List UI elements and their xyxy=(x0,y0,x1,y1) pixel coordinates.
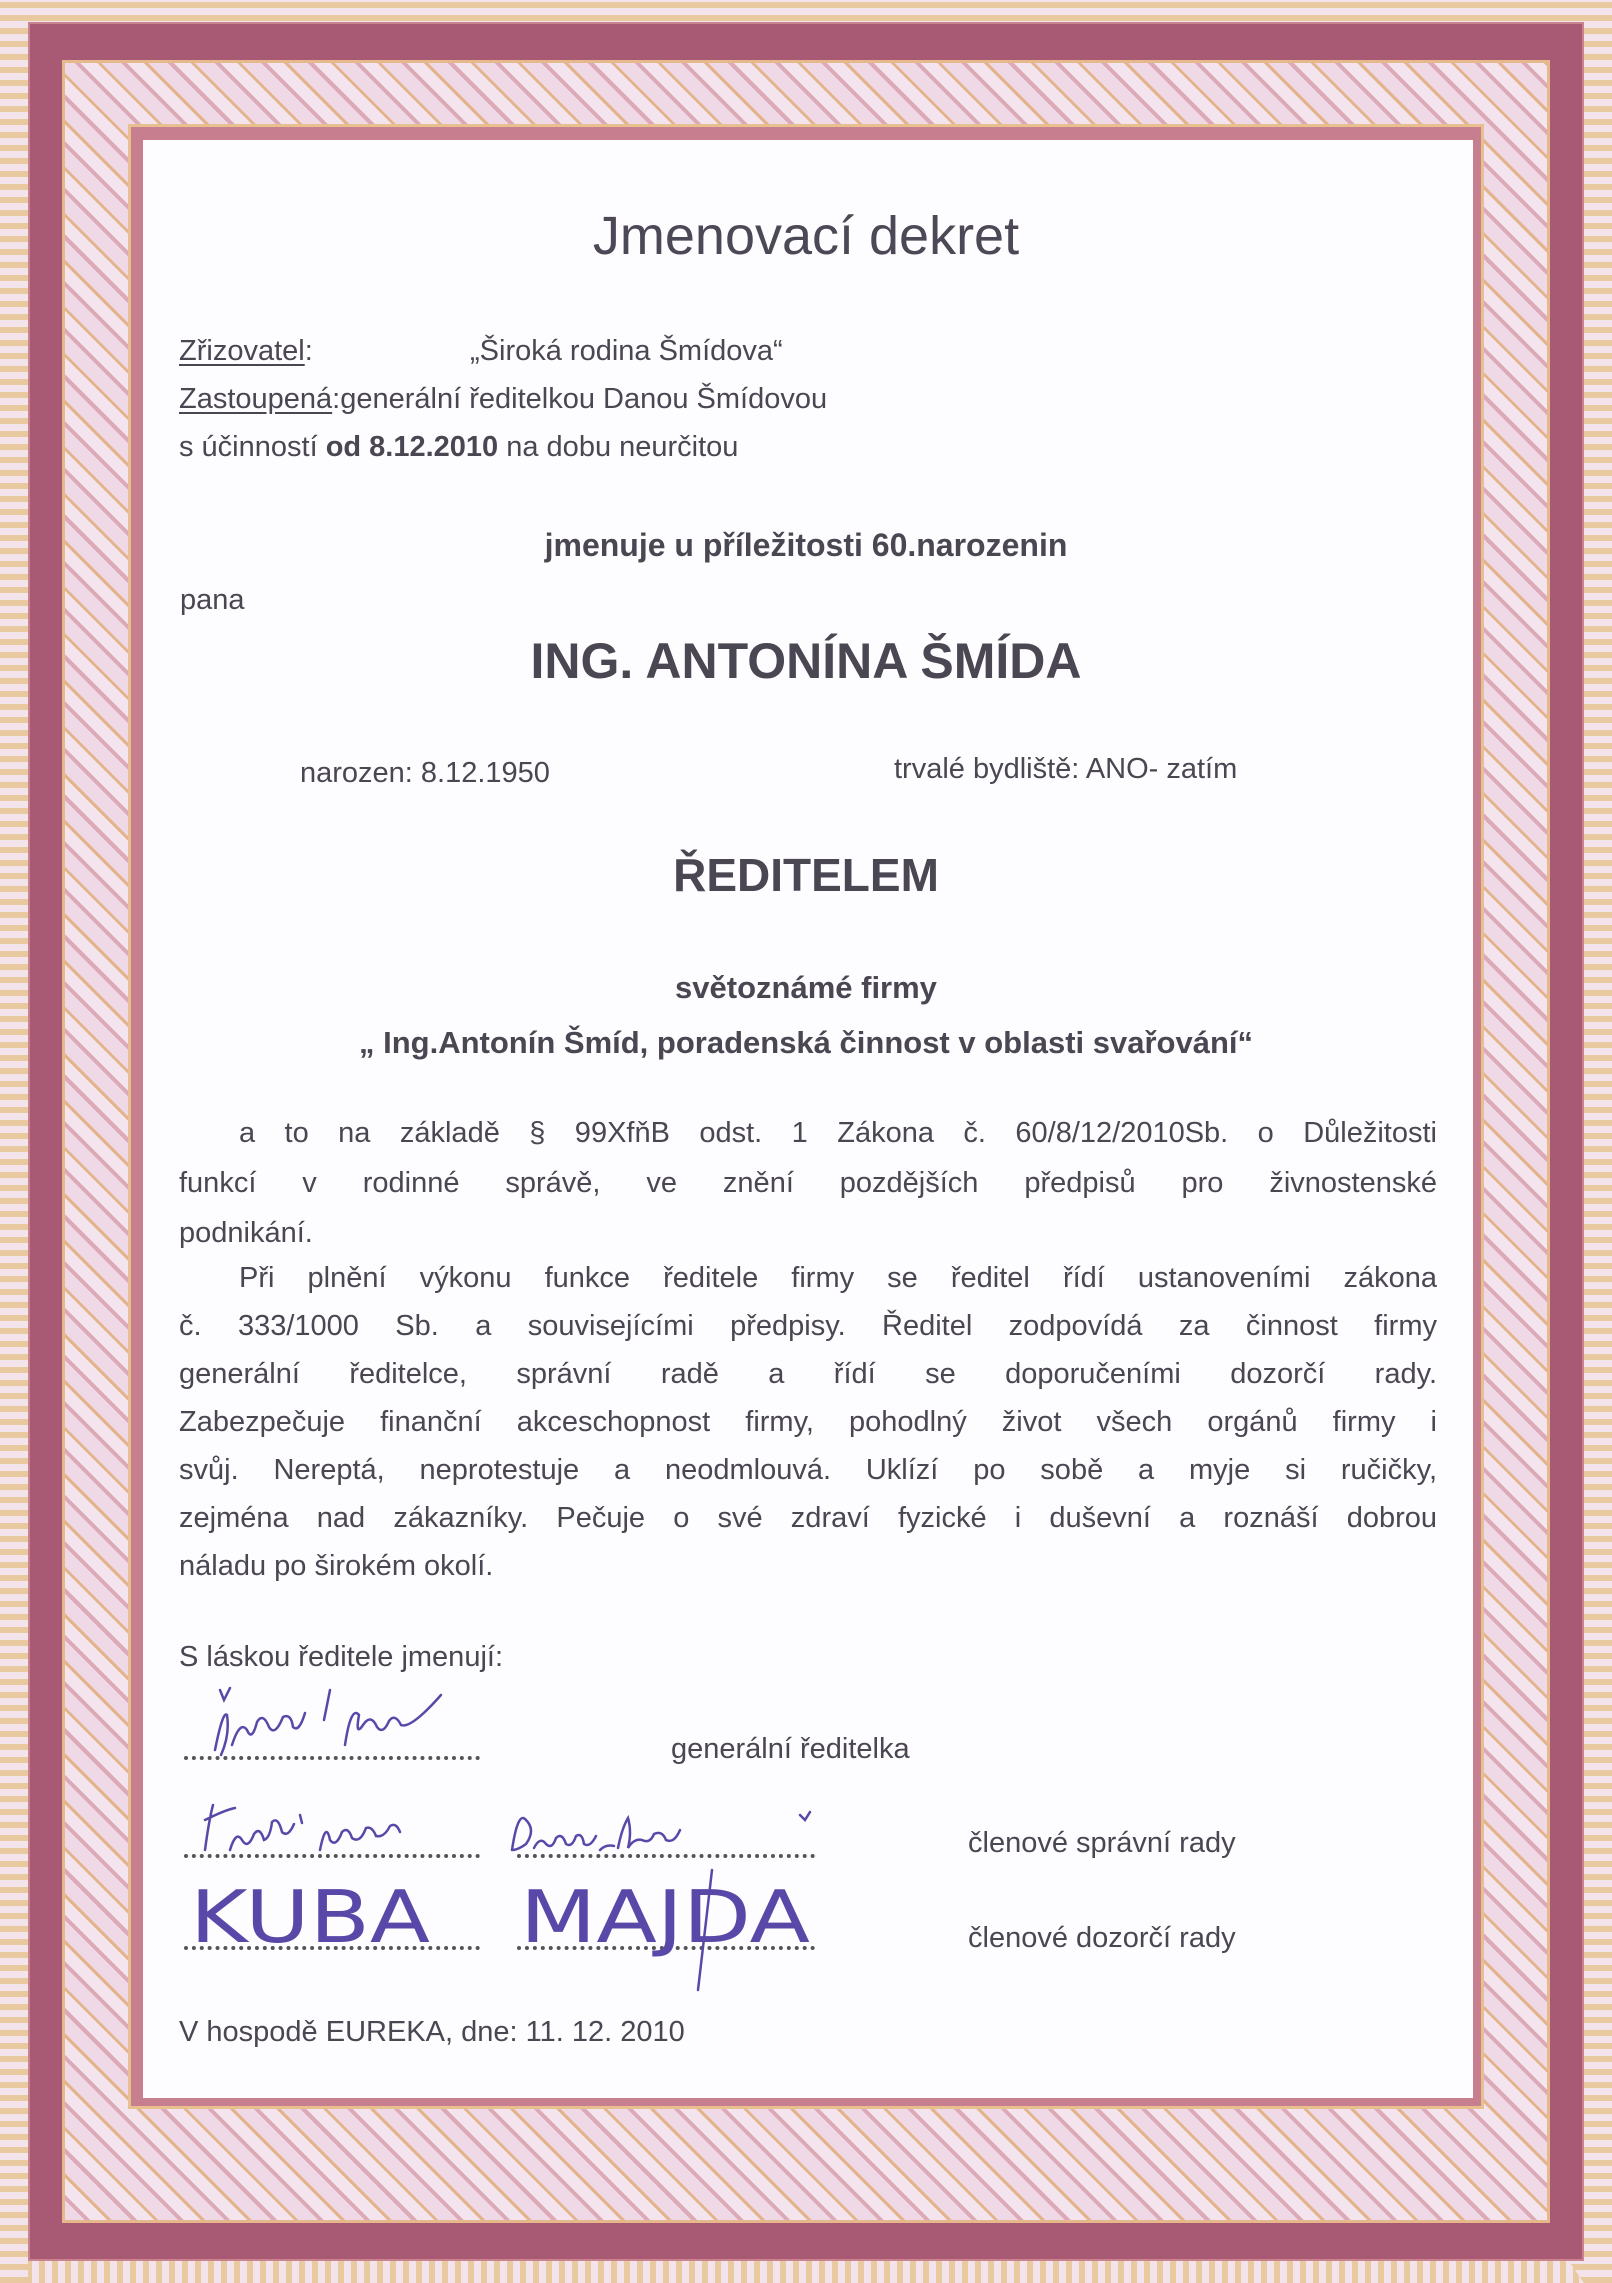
role-general-director: generální ředitelka xyxy=(671,1733,910,1765)
company-name: „ Ing.Antonín Šmíd, poradenská činnost v oblasti svařování“ xyxy=(359,1025,1253,1060)
paragraph-line: funkcí v rodinné správě, ve znění pozdějších předpisů pro živnostenské xyxy=(179,1167,1437,1199)
signature-board-1 xyxy=(205,1805,400,1850)
represented-label: Zastoupená xyxy=(179,383,333,415)
salutation: pana xyxy=(180,584,245,616)
founder-colon: : xyxy=(304,335,313,367)
document-title: Jmenovací dekret xyxy=(592,206,1020,266)
place-and-date: V hospodě EUREKA, dne: 11. 12. 2010 xyxy=(179,2016,685,2048)
paragraph-line: a to na základě § 99XfňB odst. 1 Zákona č. 60/8/12/2010Sb. o Důležitosti xyxy=(239,1117,1437,1149)
paragraph-line: Při plnění výkonu funkce ředitele firmy se ředitel řídí ustanoveními zákona xyxy=(239,1262,1437,1294)
role-supervisory: členové dozorčí rady xyxy=(968,1922,1236,1954)
appoints-line: jmenuje u příležitosti 60.narozenin xyxy=(544,527,1068,563)
effective-prefix: s účinností xyxy=(179,431,326,463)
position-title: ŘEDITELEM xyxy=(673,849,939,901)
effective-date: od 8.12.2010 xyxy=(325,431,499,463)
founder-value: „Široká rodina Šmídova“ xyxy=(470,335,783,367)
birth-date: narozen: 8.12.1950 xyxy=(300,757,550,789)
paragraph-line: náladu po širokém okolí. xyxy=(179,1550,494,1582)
signature-board-2 xyxy=(512,1812,810,1850)
role-board: členové správní rady xyxy=(968,1827,1236,1859)
paragraph-line: č. 333/1000 Sb. a souvisejícími předpisy. Ředitel zodpovídá za činnost firmy xyxy=(179,1310,1437,1342)
signoff: S láskou ředitele jmenují: xyxy=(179,1641,503,1673)
effective-suffix: na dobu neurčitou xyxy=(498,431,739,463)
paragraph-line: podnikání. xyxy=(179,1217,313,1249)
paragraph-line: zejména nad zákazníky. Pečuje o své zdraví fyzické i duševní a roznáší dobrou xyxy=(179,1502,1437,1534)
residence: trvalé bydliště: ANO- zatím xyxy=(894,753,1238,785)
paragraph-line: Zabezpečuje finanční akceschopnost firmy, pohodlný život všech orgánů firmy i xyxy=(179,1406,1437,1438)
company-intro: světoznámé firmy xyxy=(675,970,937,1005)
signature-text-kuba: KUBA xyxy=(190,1875,430,1959)
represented-value: :generální ředitelkou Danou Šmídovou xyxy=(332,383,828,415)
paragraph-line: generální ředitelce, správní radě a řídí se doporučeními dozorčí rady. xyxy=(179,1358,1437,1390)
appointee-name: ING. ANTONÍNA ŠMÍDA xyxy=(530,633,1082,689)
founder-label: Zřizovatel xyxy=(179,335,305,367)
paragraph-line: svůj. Nereptá, neprotestuje a neodmlouvá. Uklízí po sobě a myje si ručičky, xyxy=(179,1454,1437,1486)
signature-text-majda: MAJDA xyxy=(520,1875,810,1959)
signature-general-director xyxy=(215,1688,441,1755)
